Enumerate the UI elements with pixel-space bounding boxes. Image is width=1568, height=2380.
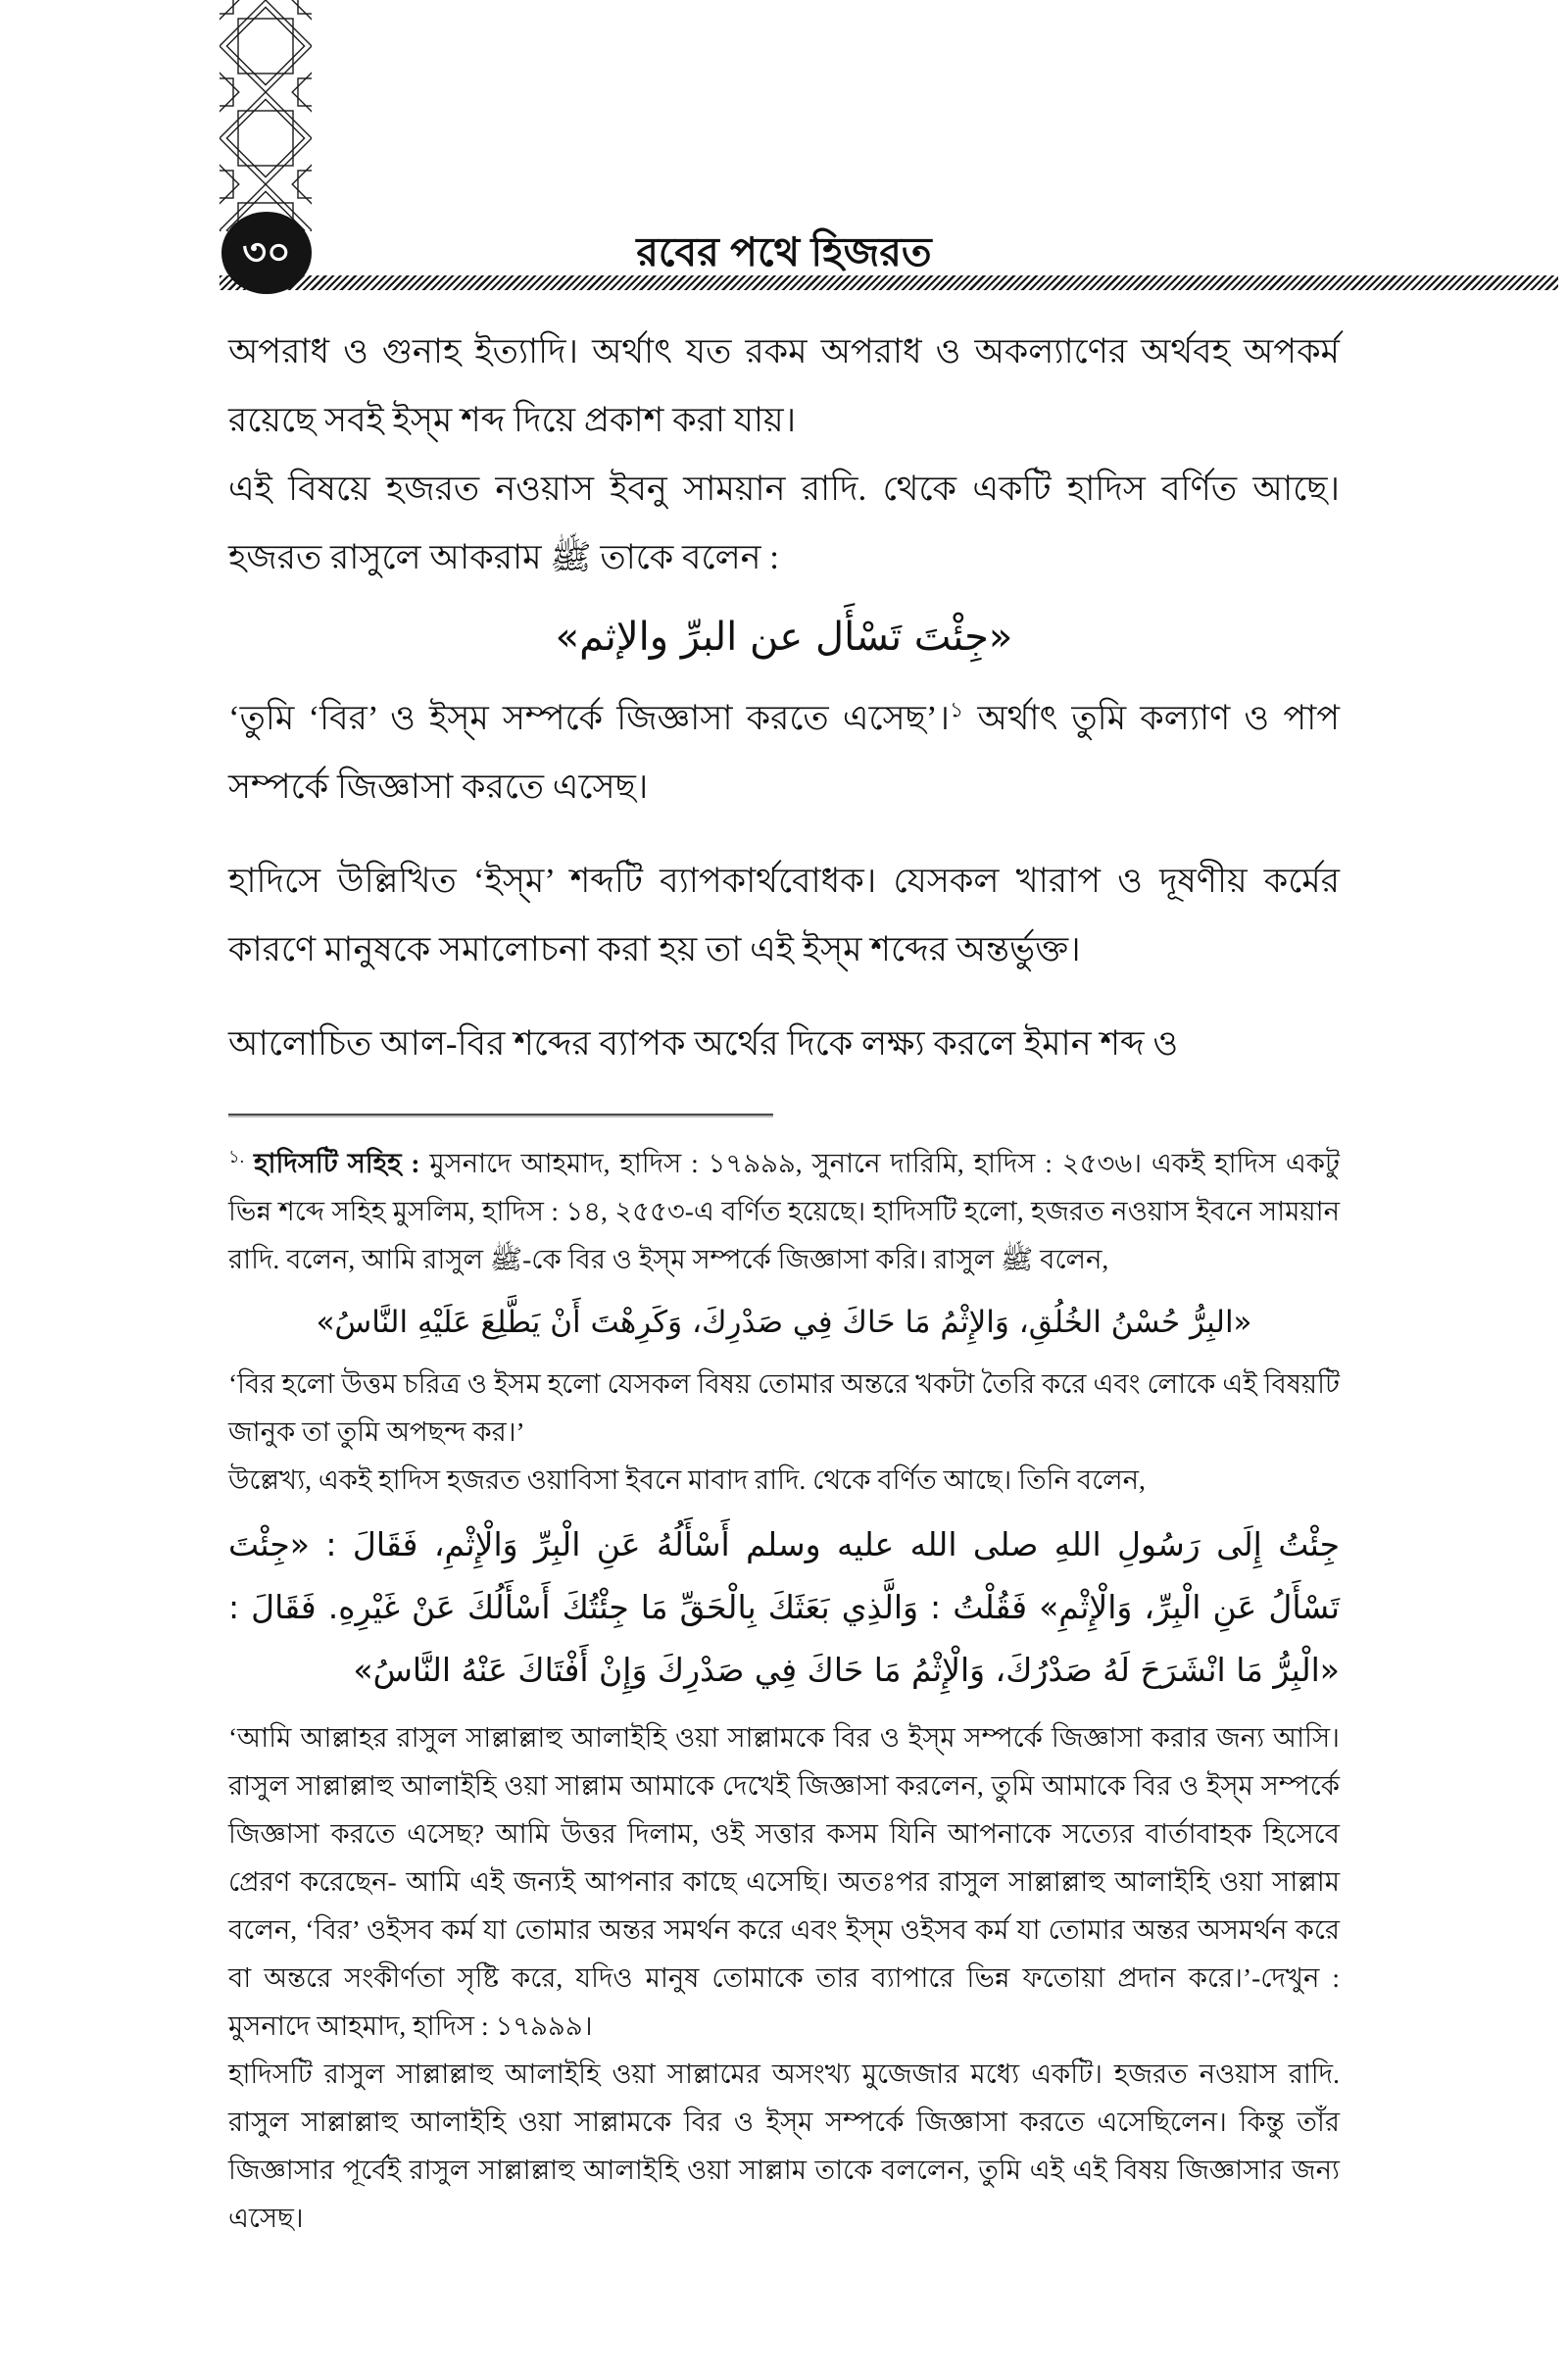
page-content [228, 318, 1340, 2242]
footnote-section [228, 1139, 1340, 2242]
footnote-grading-label: হাদিসটি সহিহ : [254, 1148, 420, 1178]
footnote-separator [228, 1114, 773, 1116]
footnote-paragraph-2: ‘বির হলো উত্তম চরিত্র ও ইসম হলো যেসকল বিষয় তোমার অন্তরে খকটা তৈরি করে এবং লোকে এই বিষয়টি জানুক তা তুমি অপছন্দ কর।’ [228, 1368, 1340, 1447]
translation-explanation: অর্থাৎ তুমি কল্যাণ ও পাপ সম্পর্কে জিজ্ঞাসা করতে এসেছ। [228, 699, 1340, 806]
translation-quote: ‘তুমি ‘বির’ ও ইস্‌ম সম্পর্কে জিজ্ঞাসা করতে এসেছ’। [228, 699, 951, 737]
footnote-paragraph-3: উল্লেখ্য, একই হাদিস হজরত ওয়াবিসা ইবনে মাবাদ রাদি. থেকে বর্ণিত আছে। তিনি বলেন, [228, 1464, 1146, 1495]
footnote-arabic-quote-1: «البِرُّ حُسْنُ الخُلُقِ، وَالإِثْمُ مَا حَاكَ فِي صَدْرِكَ، وَكَرِهْتَ أَنْ يَطَّلِعَ عَلَيْهِ النَّاسُ» [316, 1305, 1252, 1340]
footnote-number: ১. [228, 1146, 245, 1166]
running-header-title: রবের পথে হিজরত [636, 229, 932, 274]
body-paragraph-3 [228, 684, 1340, 821]
footnote-paragraph-4: ‘আমি আল্লাহর রাসুল সাল্লাল্লাহু আলাইহি ওয়া সাল্লামকে বির ও ইস্‌ম সম্পর্কে জিজ্ঞাসা করার জন্য আসি। রাসুল সাল্লাল্লাহু আলাইহি ওয়া সাল্লাম আমাকে দেখেই জিজ্ঞাসা করলেন, তুমি আমাকে বির ও ইস্‌ম সম্পর্কে জিজ্ঞাসা করতে এসেছ? আমি উত্তর দিলাম, ওই সত্তার কসম যিনি আপনাকে সত্যের বার্তাবাহক হিসেবে প্রেরণ করেছেন- আমি এই জন্যই আপনার কাছে এসেছি। অতঃপর রাসুল সাল্লাল্লাহু আলাইহি ওয়া সাল্লাম বলেন, ‘বির’ ওইসব কর্ম যা তোমার অন্তর সমর্থন করে এবং ইস্‌ম ওইসব কর্ম যা তোমার অন্তর অসমর্থন করে বা অন্তরে সংকীর্ণতা সৃষ্টি করে, যদিও মানুষ তোমাকে তার ব্যাপারে ভিন্ন ফতোয়া প্রদান করে।’-দেখুন : মুসনাদে আহমাদ, হাদিস : ১৭৯৯৯। [228, 1722, 1340, 2041]
page-number-badge [221, 212, 312, 294]
arabic-hadith-quote: «جِئْتَ تَسْأَل عن البرِّ والإثم» [555, 615, 1013, 660]
body-paragraph-5: আলোচিত আল-বির শব্দের ব্যাপক অর্থের দিকে লক্ষ্য করলে ইমান শব্দ ও [228, 1024, 1179, 1063]
footnote-paragraph-5: হাদিসটি রাসুল সাল্লাল্লাহু আলাইহি ওয়া সাল্লামের অসংখ্য মুজেজার মধ্যে একটি। হজরত নওয়াস রাদি. রাসুল সাল্লাল্লাহু আলাইহি ওয়া সাল্লামকে বির ও ইস্‌ম সম্পর্কে জিজ্ঞাসা করতে এসেছিলেন। কিন্তু তাঁর জিজ্ঞাসার পূর্বেই রাসুল সাল্লাল্লাহু আলাইহি ওয়া সাল্লাম তাকে বললেন, তুমি এই এই বিষয় জিজ্ঞাসার জন্য এসেছ। [228, 2058, 1340, 2233]
header-divider [220, 275, 1558, 290]
body-paragraph-4: হাদিসে উল্লিখিত ‘ইস্‌ম’ শব্দটি ব্যাপকার্থবোধক। যেসকল খারাপ ও দূষণীয় কর্মের কারণে মানুষকে সমালোচনা করা হয় তা এই ইস্‌ম শব্দের অন্তর্ভুক্ত। [228, 862, 1340, 968]
geometric-star-pattern-icon [220, 0, 312, 231]
footnote-reference-text: মুসনাদে আহমাদ, হাদিস : ১৭৯৯৯, সুনানে দারিমি, হাদিস : ২৫৩৬। একই হাদিস একটু ভিন্ন শব্দে সহিহ মুসলিম, হাদিস : ১৪, ২৫৫৩-এ বর্ণিত হয়েছে। হাদিসটি হলো, হজরত নওয়াস ইবনে সাময়ান রাদি. বলেন, আমি রাসুল ﷺ-কে বির ও ইস্‌ম সম্পর্কে জিজ্ঞাসা করি। রাসুল ﷺ বলেন, [228, 1148, 1341, 1274]
body-paragraph-2: এই বিষয়ে হজরত নওয়াস ইবনু সাময়ান রাদি. থেকে একটি হাদিস বর্ণিত আছে। হজরত রাসুলে আকরাম ﷺ তাকে বলেন : [228, 470, 1340, 576]
footnote-paragraph-1 [228, 1139, 1340, 1283]
body-paragraph-1: অপরাধ ও গুনাহ ইত্যাদি। অর্থাৎ যত রকম অপরাধ ও অকল্যাণের অর্থবহ অপকর্ম রয়েছে সবই ইস্‌ম শব্দ দিয়ে প্রকাশ করা যায়। [228, 332, 1340, 439]
footnote-reference-mark: ১ [950, 697, 964, 722]
footnote-arabic-quote-2: جِئْتُ إِلَى رَسُولِ اللهِ صلى الله عليه وسلم أَسْأَلُهُ عَنِ الْبِرِّ وَالْإِثْمِ، فَقَالَ : «جِئْتَ تَسْأَلُ عَنِ الْبِرِّ، وَالْإِثْمِ» فَقُلْتُ : وَالَّذِي بَعَثَكَ بِالْحَقِّ مَا جِئْتُكَ أَسْأَلُكَ عَنْ غَيْرِهِ. فَقَالَ : «الْبِرُّ مَا انْشَرَحَ لَهُ صَدْرُكَ، وَالْإِثْمُ مَا حَاكَ فِي صَدْرِكَ وَإِنْ أَفْتَاكَ عَنْهُ النَّاسُ» [228, 1525, 1340, 1689]
page-number: ৩০ [242, 232, 291, 273]
